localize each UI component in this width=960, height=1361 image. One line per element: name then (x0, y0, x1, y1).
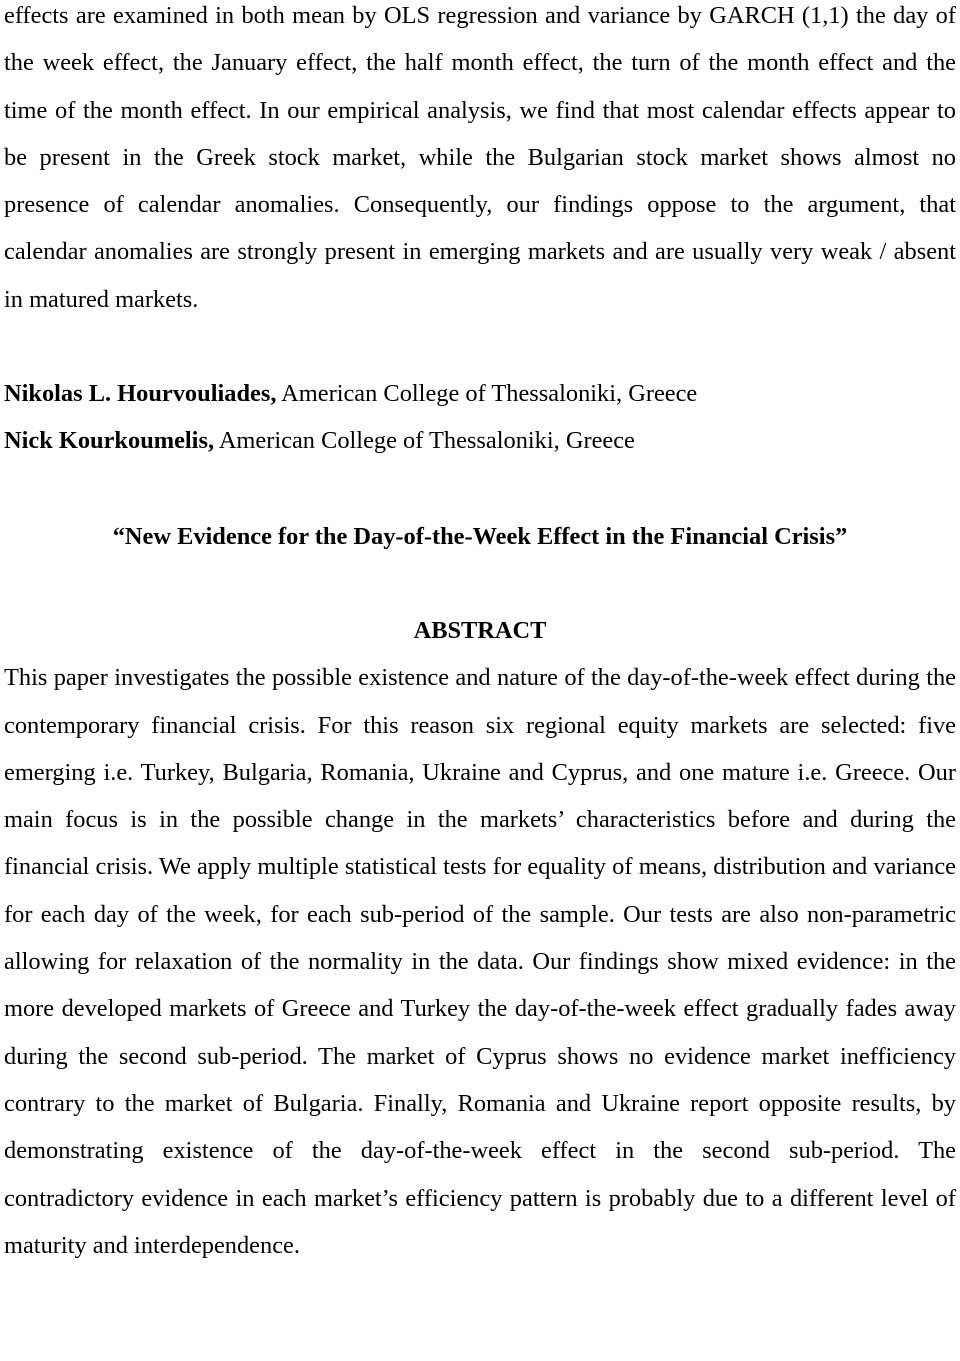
author-affiliation: American College of Thessaloniki, Greece (276, 380, 698, 408)
author-line (4, 370, 956, 417)
author-line (4, 417, 956, 464)
abstract-text: This paper investigates the possible existence and nature of the day-of-the-week effect during the contemporary financial crisis. For this reason six regional equity markets are selected: five emerging i.e. Turkey, Bulgaria, Romania, Ukraine and Cyprus, and one mature i.e. Greece. Our main focus is in the possible change in the markets’ characteristics before and during the financial crisis. We apply multiple statistical tests for equality of means, distribution and variance for each day of the week, for each sub-period of the sample. Our tests are also non-parametric allowing for relaxation of the normality in the data. Our findings show mixed evidence: in the more developed markets of Greece and Turkey the day-of-the-week effect gradually fades away during the second sub-period. The market of Cyprus shows no evidence market inefficiency contrary to the market of Bulgaria. Finally, Romania and Ukraine report opposite results, by demonstrating existence of the day-of-the-week effect in the second sub-period. The contradictory evidence in each market’s efficiency pattern is probably due to a different level of maturity and interdependence. (4, 664, 956, 1259)
author-list (4, 370, 956, 465)
author-name: Nick Kourkoumelis, (4, 427, 215, 455)
abstract-heading: ABSTRACT (413, 616, 547, 644)
paper-title: “New Evidence for the Day-of-the-Week Effect in the Financial Crisis” (112, 522, 848, 550)
intro-paragraph: effects are examined in both mean by OLS regression and variance by GARCH (1,1) the day of the week effect, the January effect, the half month effect, the turn of the month effect and the time of the month effect. In our empirical analysis, we find that most calendar effects appear to be present in the Greek stock market, while the Bulgarian stock market shows almost no presence of calendar anomalies. Consequently, our findings oppose to the argument, that calendar anomalies are strongly present in emerging markets and are usually very weak / absent in matured markets. (4, 2, 956, 313)
author-name: Nikolas L. Hourvouliades, (4, 380, 277, 408)
author-affiliation: American College of Thessaloniki, Greece (214, 427, 635, 455)
